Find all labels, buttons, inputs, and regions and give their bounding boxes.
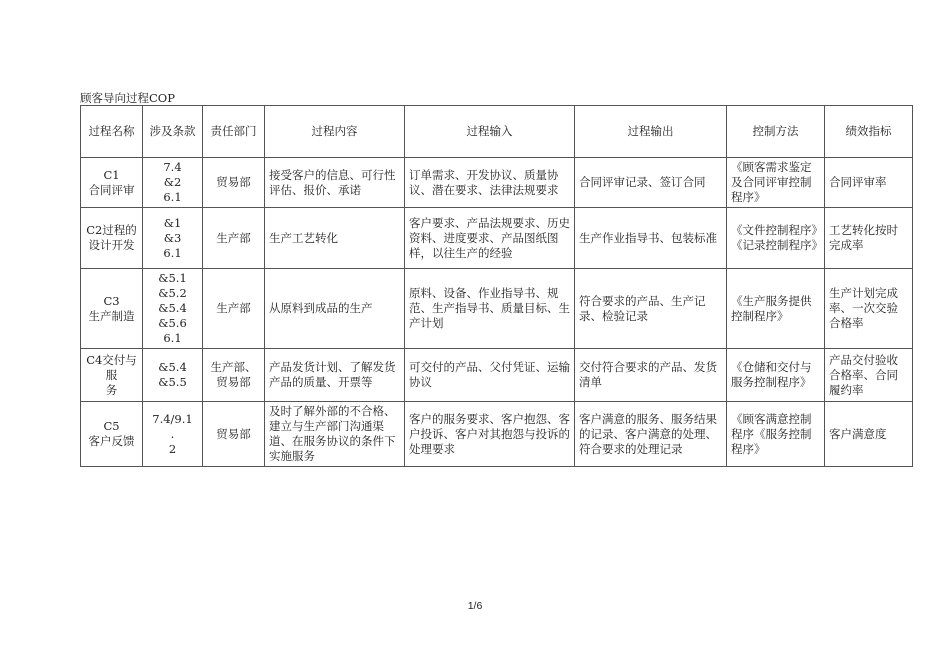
cell-output: 符合要求的产品、生产记录、检验记录	[575, 269, 727, 349]
cell-process-name: C2过程的 设计开发	[81, 208, 143, 269]
cell-content: 生产工艺转化	[265, 208, 405, 269]
document-title: 顾客导向过程COP	[80, 91, 175, 105]
cell-process-name: C3 生产制造	[81, 269, 143, 349]
cell-department: 生产部、 贸易部	[203, 349, 265, 402]
cell-output: 客户满意的服务、服务结果的记录、客户满意的处理、符合要求的处理记录	[575, 402, 727, 467]
cell-control: 《顾客满意控制程序《服务控制程序》	[727, 402, 825, 467]
header-process-name: 过程名称	[81, 106, 143, 158]
header-control: 控制方法	[727, 106, 825, 158]
cell-clauses: &5.1 &5.2 &5.4 &5.6 6.1	[143, 269, 203, 349]
cell-control: 《文件控制程序》《记录控制程序》	[727, 208, 825, 269]
table-row	[81, 402, 913, 467]
cell-input: 客户要求、产品法规要求、历史资料、进度要求、产品图纸图样，以往生产的经验	[405, 208, 575, 269]
cell-content: 及时了解外部的不合格、建立与生产部门沟通渠道、在服务协议的条件下实施服务	[265, 402, 405, 467]
cell-control: 《仓储和交付与服务控制程序》	[727, 349, 825, 402]
cell-input: 客户的服务要求、客户抱怨、客户投诉、客户对其抱怨与投诉的处理要求	[405, 402, 575, 467]
cell-kpi: 产品交付验收合格率、合同履约率	[825, 349, 913, 402]
cell-control: 《顾客需求鉴定及合同评审控制程序》	[727, 158, 825, 208]
cell-process-name: C1 合同评审	[81, 158, 143, 208]
cell-kpi: 客户满意度	[825, 402, 913, 467]
header-department: 责任部门	[203, 106, 265, 158]
table-header-row	[81, 106, 913, 158]
header-input: 过程输入	[405, 106, 575, 158]
cell-department: 生产部	[203, 208, 265, 269]
cell-input: 订单需求、开发协议、质量协议、潜在要求、法律法规要求	[405, 158, 575, 208]
cell-kpi: 合同评审率	[825, 158, 913, 208]
cell-department: 生产部	[203, 269, 265, 349]
cell-process-name: C5 客户反馈	[81, 402, 143, 467]
cell-output: 生产作业指导书、包装标准	[575, 208, 727, 269]
cell-clauses: 7.4/9.1 . 2	[143, 402, 203, 467]
cell-clauses: 7.4 &2 6.1	[143, 158, 203, 208]
cell-kpi: 生产计划完成率、一次交验合格率	[825, 269, 913, 349]
cop-process-table	[80, 105, 913, 467]
cell-output: 交付符合要求的产品、发货清单	[575, 349, 727, 402]
cell-input: 原料、设备、作业指导书、规范、生产指导书、质量目标、生产计划	[405, 269, 575, 349]
table-row	[81, 158, 913, 208]
cell-output: 合同评审记录、签订合同	[575, 158, 727, 208]
table-row	[81, 349, 913, 402]
cell-department: 贸易部	[203, 158, 265, 208]
header-kpi: 绩效指标	[825, 106, 913, 158]
cell-clauses: &1 &3 6.1	[143, 208, 203, 269]
cell-kpi: 工艺转化按时完成率	[825, 208, 913, 269]
header-content: 过程内容	[265, 106, 405, 158]
cell-department: 贸易部	[203, 402, 265, 467]
header-clauses: 涉及条款	[143, 106, 203, 158]
cell-clauses: &5.4 &5.5	[143, 349, 203, 402]
cell-input: 可交付的产品、父付凭证、运输协议	[405, 349, 575, 402]
cell-content: 从原料到成品的生产	[265, 269, 405, 349]
table-row	[81, 208, 913, 269]
page-number: 1/6	[467, 600, 483, 612]
table-row	[81, 269, 913, 349]
cell-process-name: C4交付与 服 务	[81, 349, 143, 402]
header-output: 过程输出	[575, 106, 727, 158]
cell-control: 《生产服务提供控制程序》	[727, 269, 825, 349]
cell-content: 接受客户的信息、可行性评估、报价、承诺	[265, 158, 405, 208]
cell-content: 产品发货计划、了解发货产品的质量、开票等	[265, 349, 405, 402]
